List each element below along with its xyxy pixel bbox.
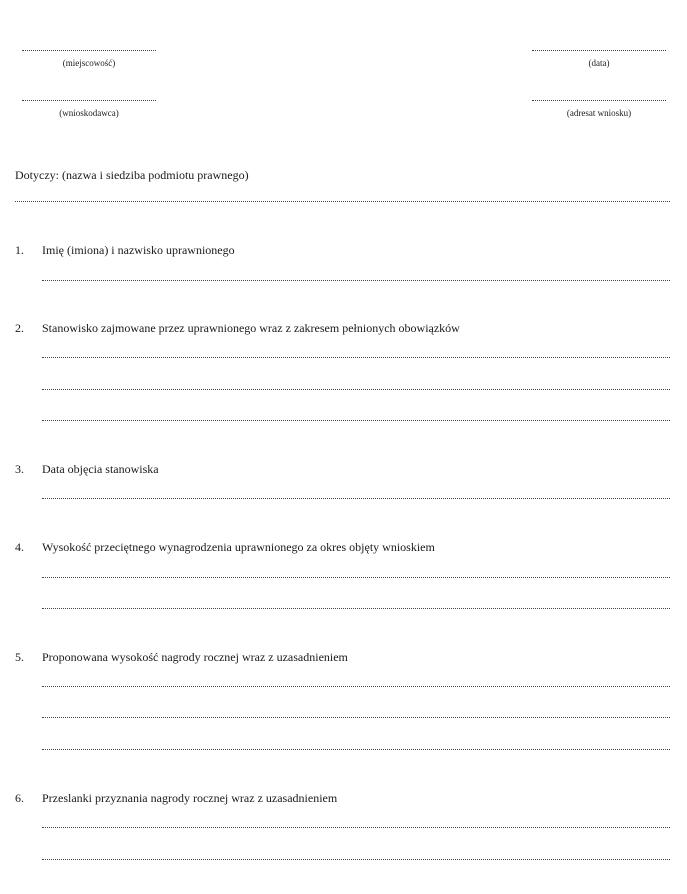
- answer-line[interactable]: [42, 608, 670, 609]
- date-caption: (data): [588, 58, 610, 68]
- answer-line[interactable]: [42, 389, 670, 390]
- answer-line[interactable]: [42, 420, 670, 421]
- concerns-field[interactable]: [15, 201, 670, 202]
- section-number: 1.: [15, 243, 24, 257]
- section-label: Data objęcia stanowiska: [42, 462, 159, 476]
- section-number: 2.: [15, 321, 24, 335]
- answer-line[interactable]: [42, 827, 670, 828]
- section-number: 3.: [15, 462, 24, 476]
- answer-line[interactable]: [42, 357, 670, 358]
- section-number: 6.: [15, 791, 24, 805]
- concerns-label: Dotyczy: (nazwa i siedziba podmiotu prawnego): [15, 168, 249, 182]
- section-label: Proponowana wysokość nagrody rocznej wraz z uzasadnieniem: [42, 650, 348, 664]
- section-label: Imię (imiona) i nazwisko uprawnionego: [42, 243, 235, 257]
- answer-line[interactable]: [42, 686, 670, 687]
- section-number: 5.: [15, 650, 24, 664]
- applicant-field[interactable]: [22, 100, 156, 101]
- addressee-field[interactable]: [532, 100, 666, 101]
- applicant-caption: (wnioskodawca): [59, 108, 119, 118]
- answer-line[interactable]: [42, 717, 670, 718]
- section-number: 4.: [15, 540, 24, 554]
- section-label: Przeslanki przyznania nagrody rocznej wraz z uzasadnieniem: [42, 791, 338, 805]
- section-label: Stanowisko zajmowane przez uprawnionego wraz z zakresem pełnionych obowiązków: [42, 321, 460, 335]
- answer-line[interactable]: [42, 859, 670, 860]
- answer-line[interactable]: [42, 577, 670, 578]
- date-field[interactable]: [532, 50, 666, 51]
- answer-line[interactable]: [42, 749, 670, 750]
- answer-line[interactable]: [42, 280, 670, 281]
- section-label: Wysokość przeciętnego wynagrodzenia uprawnionego za okres objęty wnioskiem: [42, 540, 435, 554]
- answer-line[interactable]: [42, 498, 670, 499]
- addressee-caption: (adresat wniosku): [566, 108, 632, 118]
- place-field[interactable]: [22, 50, 156, 51]
- place-caption: (miejscowość): [62, 58, 116, 68]
